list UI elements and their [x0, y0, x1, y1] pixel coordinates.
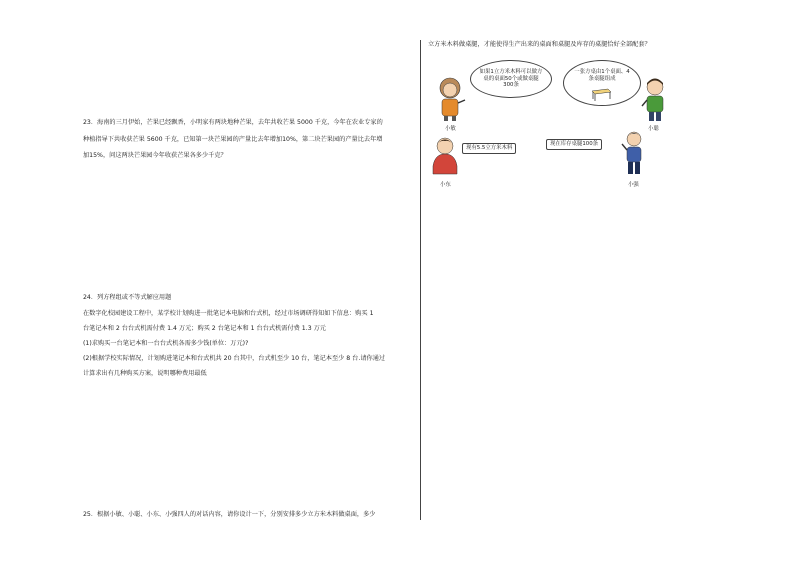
xiaodong-illustration — [430, 136, 460, 176]
xiaomin-illustration — [433, 76, 467, 122]
column-divider — [420, 40, 421, 520]
xiaoqiang-illustration — [620, 130, 648, 176]
table-icon — [590, 88, 612, 102]
q24-line-2: 台笔记本和 2 台台式机需付费 1.4 万元；购买 2 台笔记本和 1 台台式机需付费 1.3 万元 — [83, 325, 326, 332]
q25-line-1: 25．根据小敏、小聪、小东、小强四人的对话内容，请你设计一下，分别安排多少立方米木料做桌面，多少 — [83, 511, 376, 518]
label-xiaoqiang: 小强 — [628, 182, 639, 188]
speech-box-xiaodong: 现有5.5立方米木料 — [462, 143, 516, 154]
q24-title: 24．列方程组或不等式解应用题 — [83, 294, 172, 301]
speech-bubble-xiaomin: 如果1立方米木料可以做方桌的桌面50个或做桌腿300条 — [470, 60, 552, 98]
q24-line-4: (2)根据学校实际情况，计划购进笔记本和台式机共 20 台其中，台式机至少 10 台，笔记本至少 8 台.请你通过 — [83, 355, 386, 362]
q23-line-3: 加15%，问这两块芒果园今年收获芒果各多少千克？ — [83, 152, 227, 159]
xiaocong-illustration — [640, 76, 670, 122]
q24-line-3: (1)求购买一台笔记本和一台台式机各需多少钱(单位：万元)? — [83, 340, 249, 347]
label-xiaomin: 小敏 — [445, 126, 456, 132]
q23-line-2: 种植指导下共收获芒果 5600 千克，已知第一块芒果园的产量比去年增加10%，第二块芒果园的产量比去年增 — [83, 136, 383, 143]
speech-box-xiaoqiang: 现在库存桌腿100条 — [546, 139, 602, 150]
q24-line-1: 在数字化校园建设工程中，某学校计划购进一批笔记本电脑和台式机，经过市场调研得知如下信息：购买 1 — [83, 310, 374, 317]
q23-line-1: 23．海南的三月伊始，芒果已经飘香，小明家有两块地种芒果，去年共收芒果 5000 千克，今年在农业专家的 — [83, 119, 383, 126]
label-xiaodong: 小东 — [440, 182, 451, 188]
label-xiaocong: 小聪 — [648, 126, 659, 132]
speech-bubble-xiaocong: 一张方桌由1个桌面、4条桌腿组成 — [563, 60, 641, 106]
q24-line-5: 计算求出有几种购买方案，说明哪种费用最低 — [83, 370, 207, 377]
q25-continuation: 立方米木料做桌腿，才能使得生产出来的桌面和桌腿及库存的桌腿恰好全部配套？ — [428, 41, 651, 48]
